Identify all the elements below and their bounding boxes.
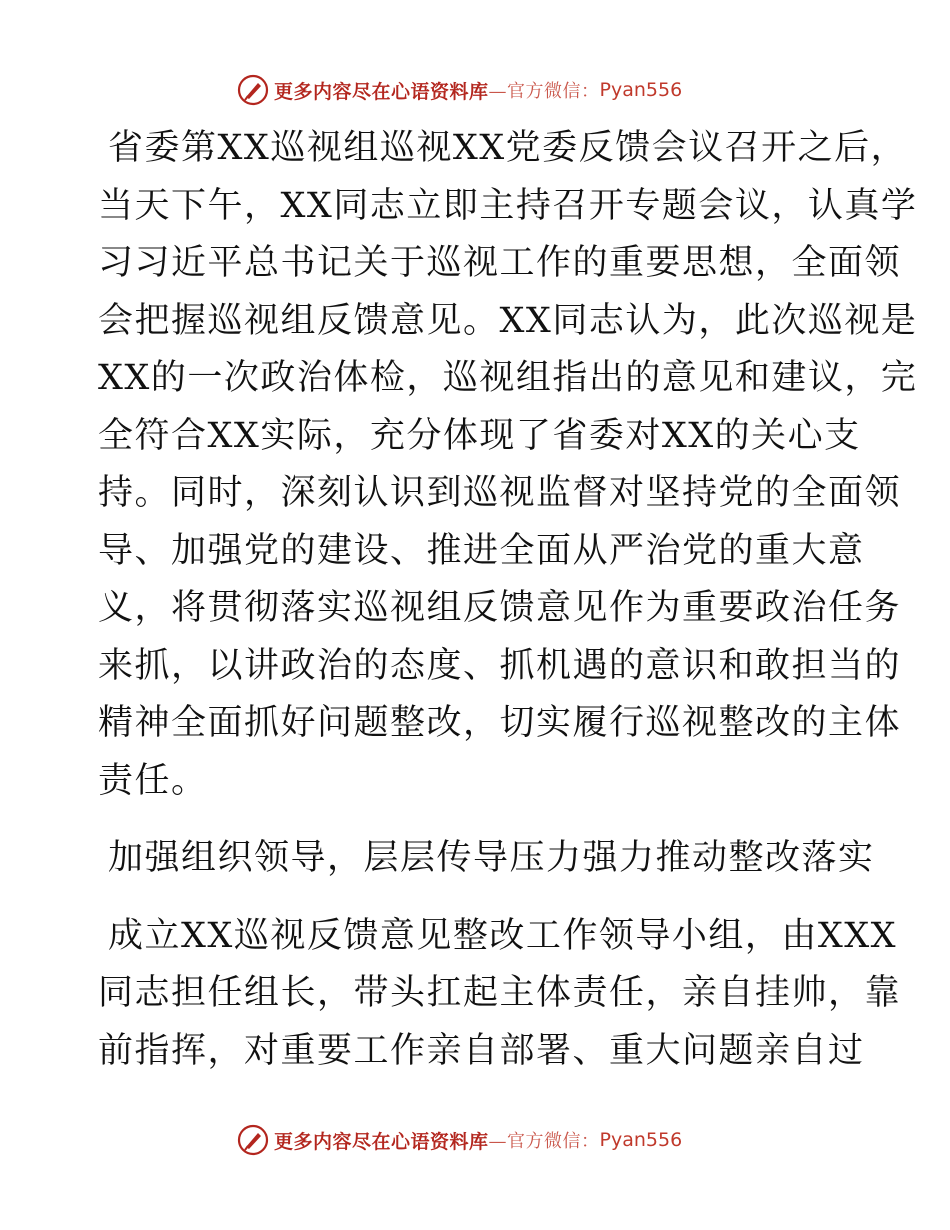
watermark-title: 更多内容尽在心语资料库 bbox=[274, 80, 489, 103]
text-line: 义，将贯彻落实巡视组反馈意见作为重要政治任务 bbox=[98, 588, 902, 628]
text-line: 持。同时，深刻认识到巡视监督对坚持党的全面领 bbox=[98, 473, 902, 513]
paragraph-spacer bbox=[98, 810, 860, 830]
text-line: 精神全面抓好问题整改，切实履行巡视整改的主体 bbox=[98, 703, 902, 743]
text-line: 习习近平总书记关于巡视工作的重要思想，全面领 bbox=[98, 243, 902, 283]
text-line: 责任。 bbox=[98, 760, 208, 801]
text-line: 前指挥，对重要工作亲自部署、重大问题亲自过 bbox=[98, 1030, 865, 1071]
watermark-wechat-id: Pyan556 bbox=[599, 1129, 683, 1151]
paragraph bbox=[98, 120, 918, 810]
text-line: 来抓，以讲政治的态度、抓机遇的意识和敢担当的 bbox=[98, 645, 902, 686]
quill-pen-circle-icon bbox=[236, 73, 270, 107]
text-line: 当天下午，XX同志立即主持召开专题会议，认真学 bbox=[98, 185, 918, 226]
watermark-title: 更多内容尽在心语资料库 bbox=[274, 1130, 489, 1153]
text-line: 导、加强党的建设、推进全面从严治党的重大意 bbox=[98, 530, 865, 571]
paragraph-spacer bbox=[98, 888, 860, 908]
text-line: XX的一次政治体检，巡视组指出的意见和建议，完 bbox=[98, 358, 918, 398]
section-heading bbox=[98, 830, 875, 888]
watermark-wechat-id: Pyan556 bbox=[599, 79, 683, 101]
text-line: 成立XX巡视反馈意见整改工作领导小组，由XXX bbox=[108, 915, 898, 956]
footer-watermark bbox=[236, 1122, 682, 1158]
text-line: 全符合XX实际，充分体现了省委对XX的关心支 bbox=[98, 415, 861, 456]
document-body bbox=[98, 120, 918, 1080]
quill-pen-circle-icon bbox=[236, 1123, 270, 1157]
header-watermark bbox=[236, 72, 682, 108]
text-line: 省委第XX巡视组巡视XX党委反馈会议召开之后， bbox=[108, 128, 908, 168]
text-line: 会把握巡视组反馈意见。XX同志认为，此次巡视是 bbox=[98, 300, 918, 341]
heading-line: 加强组织领导，层层传导压力强力推动整改落实 bbox=[108, 838, 875, 878]
paragraph bbox=[98, 908, 902, 1081]
watermark-wechat-label: —官方微信： bbox=[488, 81, 600, 102]
text-line: 同志担任组长，带头扛起主体责任，亲自挂帅，靠 bbox=[98, 973, 902, 1013]
watermark-wechat-label: —官方微信： bbox=[488, 1131, 600, 1152]
